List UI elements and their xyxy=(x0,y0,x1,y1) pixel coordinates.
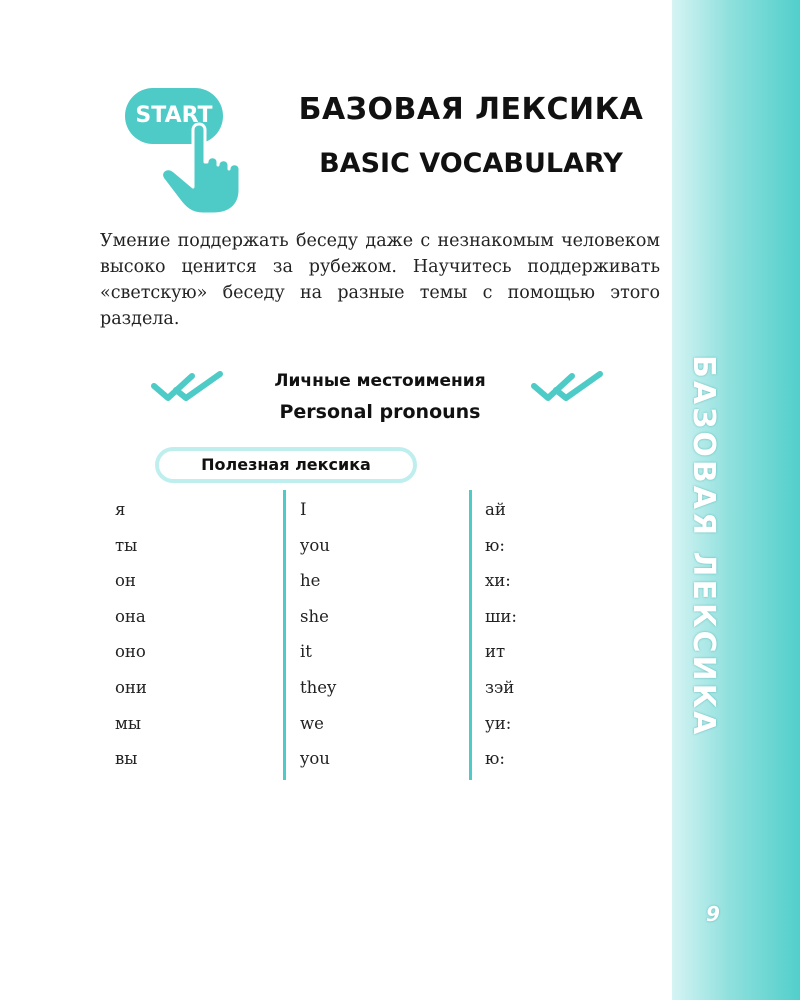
word-transcription: ит xyxy=(485,642,506,662)
word-en: he xyxy=(300,571,321,591)
word-en: you xyxy=(300,749,330,769)
word-ru: я xyxy=(115,500,126,519)
double-check-icon xyxy=(530,370,606,406)
vocab-label: Полезная лексика xyxy=(155,447,417,483)
word-transcription: ай xyxy=(485,500,506,519)
word-ru: вы xyxy=(115,749,138,769)
word-en: they xyxy=(300,677,337,697)
start-label: START xyxy=(125,88,223,144)
word-en: I xyxy=(300,500,307,519)
vocab-row xyxy=(110,638,650,674)
section-title-en: Personal pronouns xyxy=(279,401,481,423)
vocab-row xyxy=(110,496,650,532)
vocab-row xyxy=(110,674,650,710)
start-badge xyxy=(125,82,245,217)
vocab-row xyxy=(110,567,650,603)
word-en: she xyxy=(300,606,329,626)
page-number: 9 xyxy=(706,902,720,926)
word-en: we xyxy=(300,713,324,733)
word-transcription: уи: xyxy=(485,713,512,733)
word-transcription: хи: xyxy=(485,571,511,591)
vocab-table xyxy=(110,496,650,781)
word-ru: он xyxy=(115,571,136,591)
word-ru: она xyxy=(115,606,146,626)
vocab-row xyxy=(110,710,650,746)
page-title-en: BASIC VOCABULARY xyxy=(319,148,623,179)
side-chapter-title: БАЗОВАЯ ЛЕКСИКА xyxy=(686,355,721,738)
pointing-hand-icon xyxy=(155,116,245,216)
word-transcription: зэй xyxy=(485,677,515,697)
word-en: you xyxy=(300,535,330,555)
vocab-row xyxy=(110,532,650,568)
word-ru: мы xyxy=(115,713,141,733)
word-transcription: ши: xyxy=(485,606,517,626)
page-title-ru: БАЗОВАЯ ЛЕКСИКА xyxy=(298,92,644,127)
word-en: it xyxy=(300,642,312,662)
vocab-row xyxy=(110,745,650,781)
intro-paragraph: Умение поддержать беседу даже с незнакомым человеком высоко ценится за рубежом. Научитесь поддерживать «светскую» беседу на разные темы с помощью этого раздела. xyxy=(100,231,660,329)
word-ru: ты xyxy=(115,535,138,555)
word-transcription: ю: xyxy=(485,749,505,769)
word-ru: оно xyxy=(115,642,146,662)
word-transcription: ю: xyxy=(485,535,505,555)
section-title-ru: Личные местоимения xyxy=(274,371,486,391)
vocab-row xyxy=(110,603,650,639)
word-ru: они xyxy=(115,677,147,697)
double-check-icon xyxy=(150,370,226,406)
